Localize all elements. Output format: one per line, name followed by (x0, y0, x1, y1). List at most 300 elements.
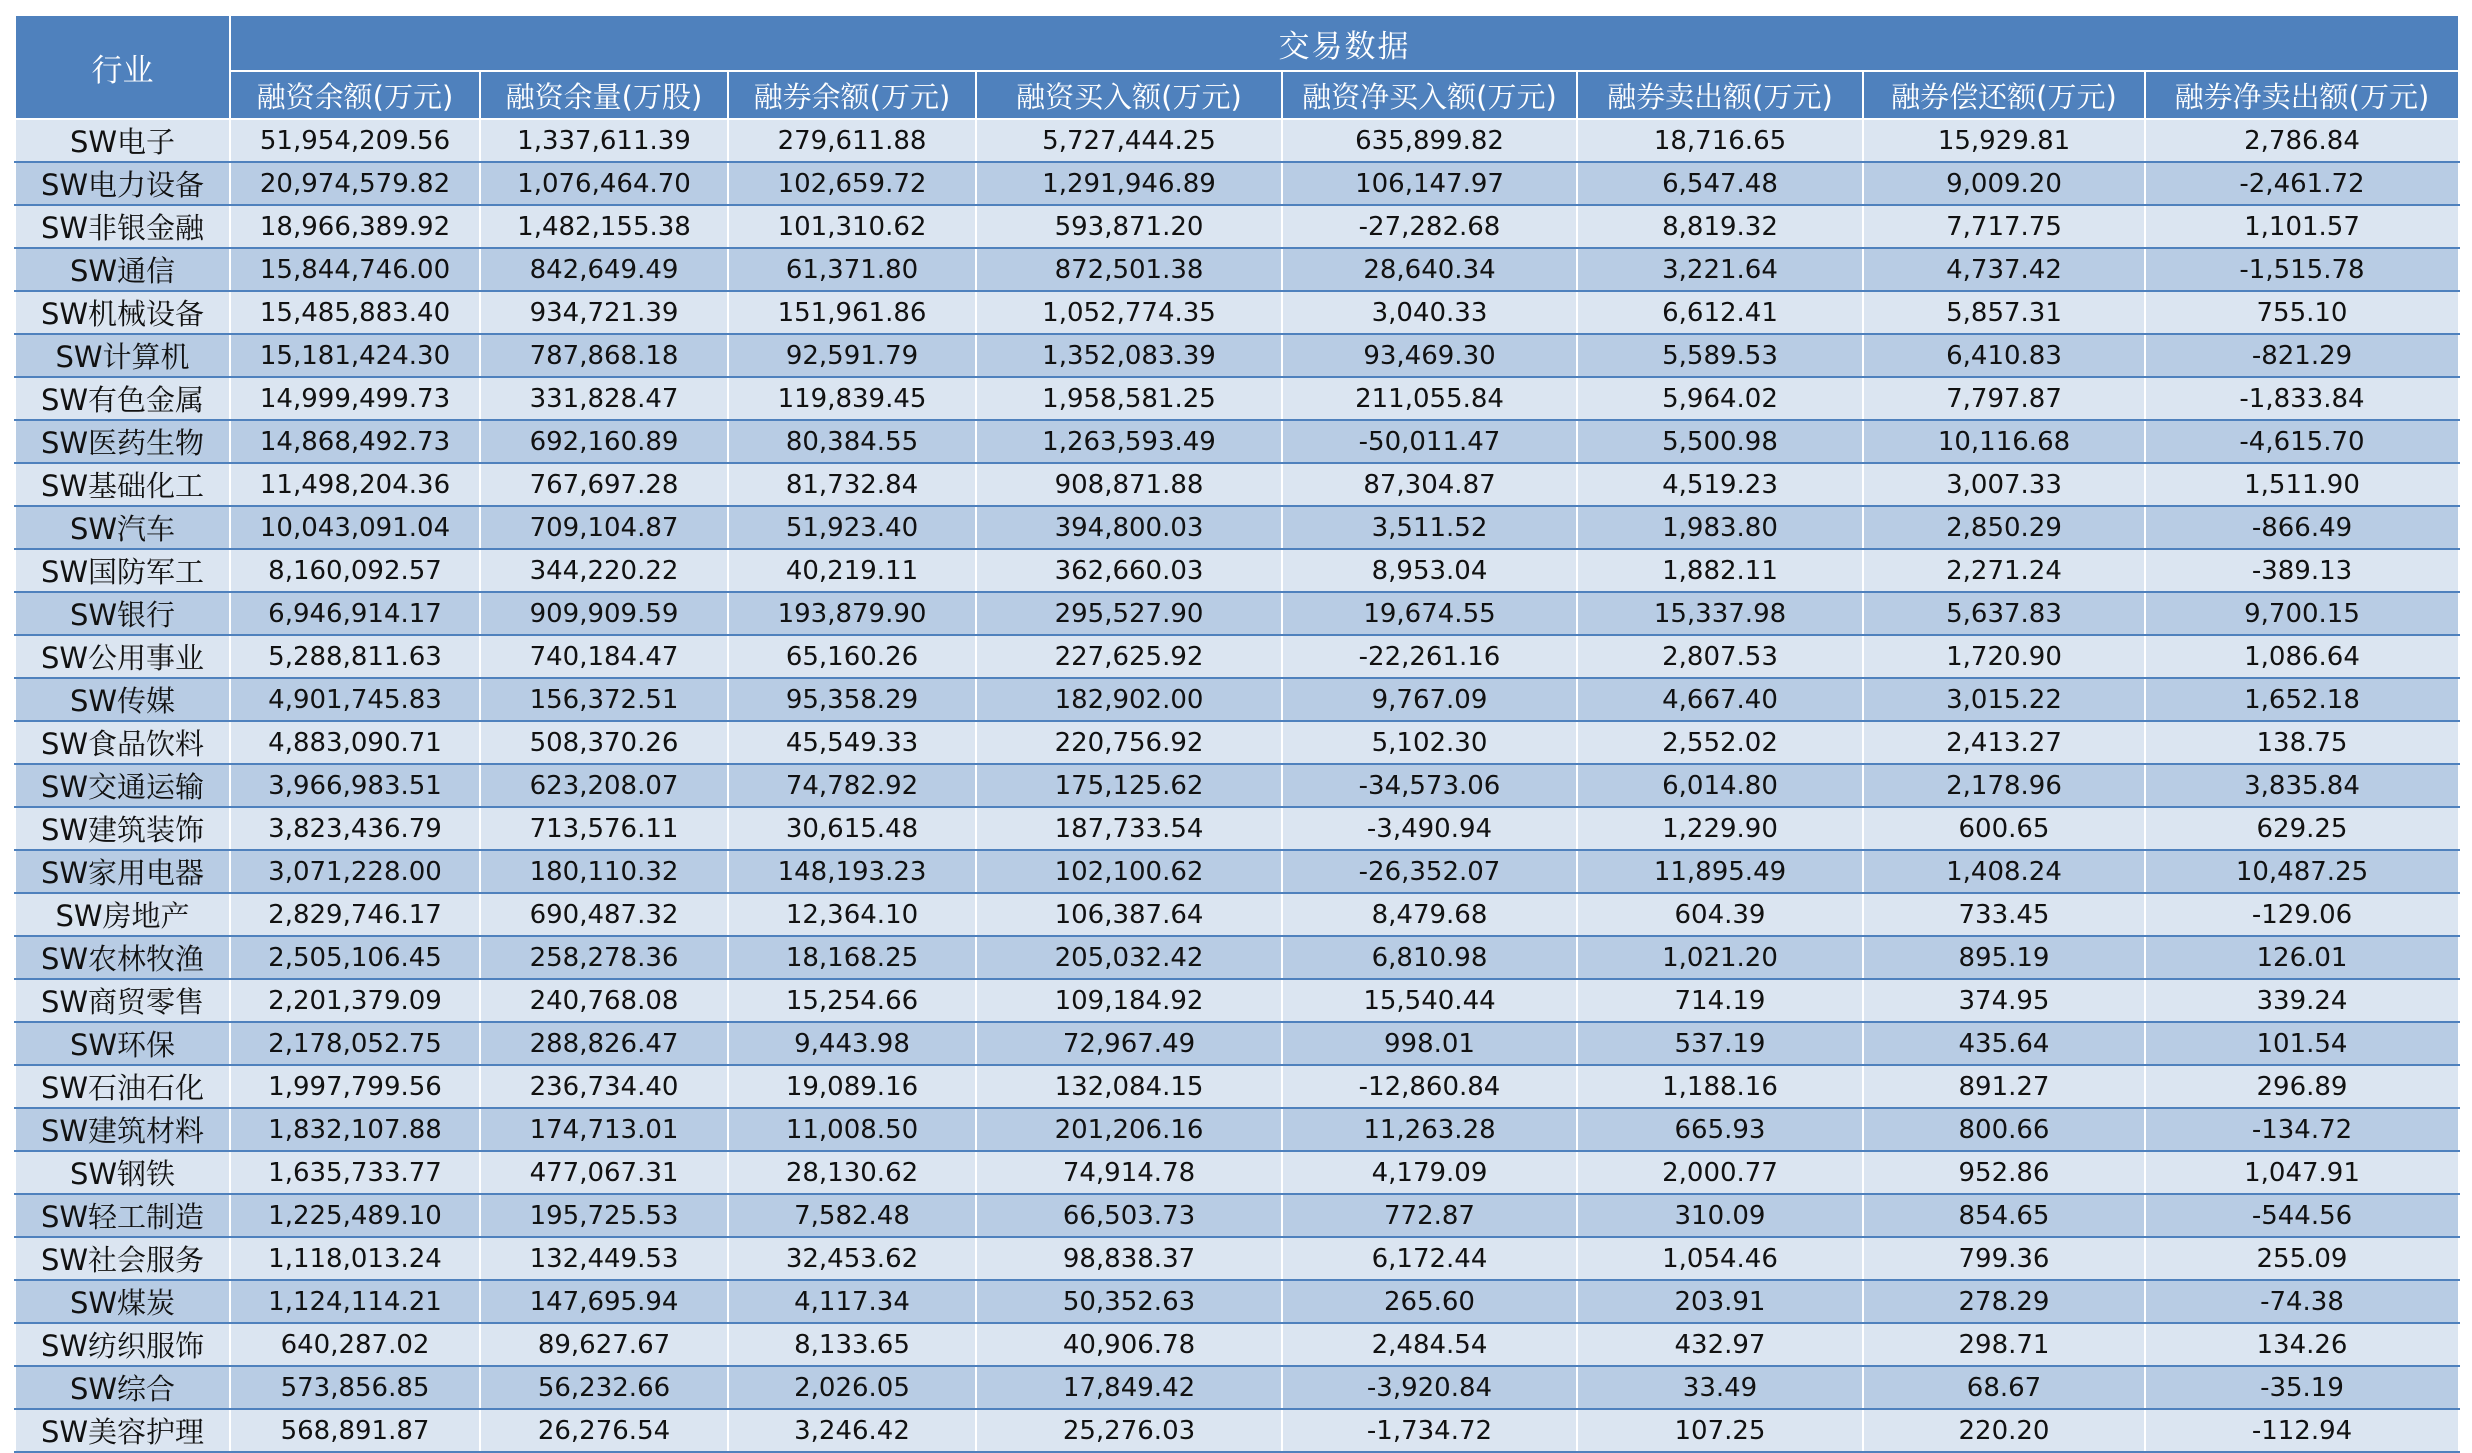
table-row (15, 893, 2459, 936)
table-cell: 3,966,983.51 (230, 764, 480, 807)
table-cell: 295,527.90 (976, 592, 1282, 635)
table-cell: 14,999,499.73 (230, 377, 480, 420)
table-cell: 9,767.09 (1282, 678, 1577, 721)
table-cell: 3,007.33 (1863, 463, 2145, 506)
table-cell: 5,727,444.25 (976, 119, 1282, 162)
table-cell: 331,828.47 (480, 377, 728, 420)
column-header: 融资余额(万元) (230, 71, 480, 119)
table-cell: -129.06 (2145, 893, 2459, 936)
table-cell: 12,364.10 (728, 893, 976, 936)
table-cell: 147,695.94 (480, 1280, 728, 1323)
table-cell: 1,337,611.39 (480, 119, 728, 162)
table-cell: 1,225,489.10 (230, 1194, 480, 1237)
table-cell: 872,501.38 (976, 248, 1282, 291)
table-cell: 4,179.09 (1282, 1151, 1577, 1194)
table-cell: 1,086.64 (2145, 635, 2459, 678)
table-cell: 1,021.20 (1577, 936, 1863, 979)
table-cell: 6,612.41 (1577, 291, 1863, 334)
table-cell: 1,188.16 (1577, 1065, 1863, 1108)
table-cell: 7,582.48 (728, 1194, 976, 1237)
table-cell: 2,271.24 (1863, 549, 2145, 592)
table-cell: 15,929.81 (1863, 119, 2145, 162)
table-cell: 3,835.84 (2145, 764, 2459, 807)
table-cell: 4,667.40 (1577, 678, 1863, 721)
table-cell: 1,635,733.77 (230, 1151, 480, 1194)
industry-name-cell: SW社会服务 (15, 1237, 230, 1280)
table-cell: 15,337.98 (1577, 592, 1863, 635)
table-cell: -2,461.72 (2145, 162, 2459, 205)
table-cell: 15,844,746.00 (230, 248, 480, 291)
industry-name-cell: SW基础化工 (15, 463, 230, 506)
table-cell: 193,879.90 (728, 592, 976, 635)
industry-name-cell: SW综合 (15, 1366, 230, 1409)
table-cell: 279,611.88 (728, 119, 976, 162)
table-row (15, 506, 2459, 549)
table-cell: 665.93 (1577, 1108, 1863, 1151)
table-row (15, 1151, 2459, 1194)
table-cell: 593,871.20 (976, 205, 1282, 248)
table-cell: 1,983.80 (1577, 506, 1863, 549)
table-cell: 1,832,107.88 (230, 1108, 480, 1151)
industry-name-cell: SW银行 (15, 592, 230, 635)
table-cell: 258,278.36 (480, 936, 728, 979)
table-cell: 296.89 (2145, 1065, 2459, 1108)
table-cell: 265.60 (1282, 1280, 1577, 1323)
table-row (15, 463, 2459, 506)
table-cell: 80,384.55 (728, 420, 976, 463)
table-cell: 3,823,436.79 (230, 807, 480, 850)
table-cell: 600.65 (1863, 807, 2145, 850)
table-cell: 908,871.88 (976, 463, 1282, 506)
table-cell: 65,160.26 (728, 635, 976, 678)
table-cell: 934,721.39 (480, 291, 728, 334)
table-cell: 733.45 (1863, 893, 2145, 936)
table-cell: 1,229.90 (1577, 807, 1863, 850)
table-cell: -1,515.78 (2145, 248, 2459, 291)
table-cell: -112.94 (2145, 1409, 2459, 1452)
table-cell: 182,902.00 (976, 678, 1282, 721)
table-cell: 4,901,745.83 (230, 678, 480, 721)
table-cell: 56,232.66 (480, 1366, 728, 1409)
table-cell: 19,674.55 (1282, 592, 1577, 635)
table-cell: 3,221.64 (1577, 248, 1863, 291)
table-cell: 1,118,013.24 (230, 1237, 480, 1280)
table-cell: 15,254.66 (728, 979, 976, 1022)
table-row (15, 979, 2459, 1022)
industry-name-cell: SW纺织服饰 (15, 1323, 230, 1366)
table-row (15, 334, 2459, 377)
table-cell: 374.95 (1863, 979, 2145, 1022)
industry-name-cell: SW家用电器 (15, 850, 230, 893)
table-cell: 5,500.98 (1577, 420, 1863, 463)
table-cell: 211,055.84 (1282, 377, 1577, 420)
table-cell: 14,868,492.73 (230, 420, 480, 463)
table-cell: 89,627.67 (480, 1323, 728, 1366)
table-cell: 477,067.31 (480, 1151, 728, 1194)
column-header: 融券余额(万元) (728, 71, 976, 119)
table-cell: 909,909.59 (480, 592, 728, 635)
table-cell: 6,014.80 (1577, 764, 1863, 807)
table-cell: 18,966,389.92 (230, 205, 480, 248)
table-cell: -3,920.84 (1282, 1366, 1577, 1409)
table-cell: 101.54 (2145, 1022, 2459, 1065)
industry-name-cell: SW交通运输 (15, 764, 230, 807)
table-cell: 187,733.54 (976, 807, 1282, 850)
table-cell: 4,519.23 (1577, 463, 1863, 506)
margin-trading-table (14, 14, 2460, 1453)
industry-name-cell: SW钢铁 (15, 1151, 230, 1194)
table-cell: -27,282.68 (1282, 205, 1577, 248)
table-cell: 109,184.92 (976, 979, 1282, 1022)
table-cell: 5,288,811.63 (230, 635, 480, 678)
table-row (15, 1194, 2459, 1237)
table-cell: 1,052,774.35 (976, 291, 1282, 334)
table-cell: 573,856.85 (230, 1366, 480, 1409)
table-cell: -74.38 (2145, 1280, 2459, 1323)
table-cell: -1,833.84 (2145, 377, 2459, 420)
table-cell: 629.25 (2145, 807, 2459, 850)
table-cell: 51,954,209.56 (230, 119, 480, 162)
industry-name-cell: SW有色金属 (15, 377, 230, 420)
industry-name-cell: SW计算机 (15, 334, 230, 377)
industry-header: 行业 (15, 15, 230, 119)
table-cell: 800.66 (1863, 1108, 2145, 1151)
table-cell: -3,490.94 (1282, 807, 1577, 850)
industry-name-cell: SW建筑材料 (15, 1108, 230, 1151)
table-cell: 1,997,799.56 (230, 1065, 480, 1108)
table-cell: 203.91 (1577, 1280, 1863, 1323)
table-cell: 537.19 (1577, 1022, 1863, 1065)
margin-trading-table-container (14, 14, 2458, 1453)
industry-name-cell: SW农林牧渔 (15, 936, 230, 979)
column-header: 融券卖出额(万元) (1577, 71, 1863, 119)
table-cell: 227,625.92 (976, 635, 1282, 678)
table-cell: 19,089.16 (728, 1065, 976, 1108)
table-cell: -1,734.72 (1282, 1409, 1577, 1452)
table-row (15, 936, 2459, 979)
table-cell: 10,043,091.04 (230, 506, 480, 549)
table-cell: -35.19 (2145, 1366, 2459, 1409)
table-cell: 220.20 (1863, 1409, 2145, 1452)
table-row (15, 635, 2459, 678)
table-cell: 174,713.01 (480, 1108, 728, 1151)
table-cell: 3,246.42 (728, 1409, 976, 1452)
table-cell: 4,117.34 (728, 1280, 976, 1323)
table-cell: 1,408.24 (1863, 850, 2145, 893)
table-cell: 6,172.44 (1282, 1237, 1577, 1280)
table-cell: 1,720.90 (1863, 635, 2145, 678)
table-cell: 278.29 (1863, 1280, 2145, 1323)
table-cell: 11,895.49 (1577, 850, 1863, 893)
table-cell: 1,054.46 (1577, 1237, 1863, 1280)
table-cell: 5,964.02 (1577, 377, 1863, 420)
table-cell: 205,032.42 (976, 936, 1282, 979)
table-cell: 98,838.37 (976, 1237, 1282, 1280)
table-cell: 1,482,155.38 (480, 205, 728, 248)
table-cell: 692,160.89 (480, 420, 728, 463)
table-cell: 9,009.20 (1863, 162, 2145, 205)
table-row (15, 1366, 2459, 1409)
table-cell: 1,652.18 (2145, 678, 2459, 721)
table-cell: 101,310.62 (728, 205, 976, 248)
table-cell: 998.01 (1282, 1022, 1577, 1065)
table-cell: 6,547.48 (1577, 162, 1863, 205)
table-cell: 5,857.31 (1863, 291, 2145, 334)
table-cell: 156,372.51 (480, 678, 728, 721)
table-cell: 1,047.91 (2145, 1151, 2459, 1194)
table-cell: 2,000.77 (1577, 1151, 1863, 1194)
table-cell: 119,839.45 (728, 377, 976, 420)
table-cell: 2,178.96 (1863, 764, 2145, 807)
table-cell: 195,725.53 (480, 1194, 728, 1237)
table-cell: 5,637.83 (1863, 592, 2145, 635)
table-cell: 2,484.54 (1282, 1323, 1577, 1366)
table-cell: 51,923.40 (728, 506, 976, 549)
industry-name-cell: SW机械设备 (15, 291, 230, 334)
table-row (15, 1237, 2459, 1280)
table-row (15, 162, 2459, 205)
table-cell: 7,717.75 (1863, 205, 2145, 248)
table-cell: 132,084.15 (976, 1065, 1282, 1108)
table-cell: 772.87 (1282, 1194, 1577, 1237)
table-row (15, 1409, 2459, 1452)
column-header: 融资净买入额(万元) (1282, 71, 1577, 119)
table-row (15, 1022, 2459, 1065)
table-cell: 132,449.53 (480, 1237, 728, 1280)
table-cell: 9,700.15 (2145, 592, 2459, 635)
table-cell: 74,782.92 (728, 764, 976, 807)
table-cell: 713,576.11 (480, 807, 728, 850)
table-cell: 4,737.42 (1863, 248, 2145, 291)
table-cell: 2,850.29 (1863, 506, 2145, 549)
table-row (15, 377, 2459, 420)
table-cell: 11,263.28 (1282, 1108, 1577, 1151)
table-cell: 2,829,746.17 (230, 893, 480, 936)
table-cell: -389.13 (2145, 549, 2459, 592)
table-row (15, 1108, 2459, 1151)
table-cell: -22,261.16 (1282, 635, 1577, 678)
table-cell: 1,511.90 (2145, 463, 2459, 506)
table-row (15, 549, 2459, 592)
table-cell: 26,276.54 (480, 1409, 728, 1452)
table-cell: 767,697.28 (480, 463, 728, 506)
table-cell: 255.09 (2145, 1237, 2459, 1280)
table-cell: 175,125.62 (976, 764, 1282, 807)
table-row (15, 592, 2459, 635)
table-cell: 32,453.62 (728, 1237, 976, 1280)
industry-name-cell: SW环保 (15, 1022, 230, 1065)
table-cell: 1,352,083.39 (976, 334, 1282, 377)
table-cell: 15,540.44 (1282, 979, 1577, 1022)
table-cell: 18,168.25 (728, 936, 976, 979)
industry-name-cell: SW传媒 (15, 678, 230, 721)
table-cell: 394,800.03 (976, 506, 1282, 549)
industry-name-cell: SW房地产 (15, 893, 230, 936)
table-cell: 74,914.78 (976, 1151, 1282, 1194)
table-cell: 635,899.82 (1282, 119, 1577, 162)
table-cell: 2,807.53 (1577, 635, 1863, 678)
table-row (15, 119, 2459, 162)
table-row (15, 850, 2459, 893)
table-cell: 102,100.62 (976, 850, 1282, 893)
table-header (15, 15, 2459, 119)
table-cell: 7,797.87 (1863, 377, 2145, 420)
table-cell: 288,826.47 (480, 1022, 728, 1065)
table-cell: 1,882.11 (1577, 549, 1863, 592)
table-cell: 8,160,092.57 (230, 549, 480, 592)
table-row (15, 1280, 2459, 1323)
table-cell: 102,659.72 (728, 162, 976, 205)
table-cell: 799.36 (1863, 1237, 2145, 1280)
table-cell: 895.19 (1863, 936, 2145, 979)
table-cell: 2,505,106.45 (230, 936, 480, 979)
table-cell: 298.71 (1863, 1323, 2145, 1366)
table-cell: 2,201,379.09 (230, 979, 480, 1022)
table-cell: 755.10 (2145, 291, 2459, 334)
table-cell: 604.39 (1577, 893, 1863, 936)
industry-name-cell: SW轻工制造 (15, 1194, 230, 1237)
table-cell: -544.56 (2145, 1194, 2459, 1237)
industry-name-cell: SW公用事业 (15, 635, 230, 678)
table-row (15, 764, 2459, 807)
table-cell: -821.29 (2145, 334, 2459, 377)
column-header: 融资余量(万股) (480, 71, 728, 119)
trading-data-group-header: 交易数据 (230, 15, 2459, 71)
table-cell: 891.27 (1863, 1065, 2145, 1108)
table-cell: 240,768.08 (480, 979, 728, 1022)
industry-name-cell: SW商贸零售 (15, 979, 230, 1022)
table-cell: 1,101.57 (2145, 205, 2459, 248)
table-cell: -50,011.47 (1282, 420, 1577, 463)
table-cell: 72,967.49 (976, 1022, 1282, 1065)
table-cell: 87,304.87 (1282, 463, 1577, 506)
table-cell: 25,276.03 (976, 1409, 1282, 1452)
table-cell: 3,071,228.00 (230, 850, 480, 893)
table-cell: 126.01 (2145, 936, 2459, 979)
table-cell: 5,102.30 (1282, 721, 1577, 764)
table-cell: 8,953.04 (1282, 549, 1577, 592)
table-body (15, 119, 2459, 1452)
table-cell: 15,485,883.40 (230, 291, 480, 334)
table-cell: 640,287.02 (230, 1323, 480, 1366)
table-cell: 20,974,579.82 (230, 162, 480, 205)
table-cell: 339.24 (2145, 979, 2459, 1022)
table-cell: 50,352.63 (976, 1280, 1282, 1323)
table-cell: 3,015.22 (1863, 678, 2145, 721)
table-row (15, 291, 2459, 334)
table-cell: 33.49 (1577, 1366, 1863, 1409)
industry-name-cell: SW食品饮料 (15, 721, 230, 764)
table-cell: -34,573.06 (1282, 764, 1577, 807)
table-cell: 11,498,204.36 (230, 463, 480, 506)
table-cell: 61,371.80 (728, 248, 976, 291)
table-row (15, 721, 2459, 764)
table-cell: 8,479.68 (1282, 893, 1577, 936)
table-cell: 5,589.53 (1577, 334, 1863, 377)
table-cell: 180,110.32 (480, 850, 728, 893)
table-cell: 9,443.98 (728, 1022, 976, 1065)
table-cell: 81,732.84 (728, 463, 976, 506)
table-cell: 220,756.92 (976, 721, 1282, 764)
table-cell: 92,591.79 (728, 334, 976, 377)
table-cell: 432.97 (1577, 1323, 1863, 1366)
industry-name-cell: SW建筑装饰 (15, 807, 230, 850)
table-cell: 310.09 (1577, 1194, 1863, 1237)
table-cell: 3,040.33 (1282, 291, 1577, 334)
table-cell: 2,178,052.75 (230, 1022, 480, 1065)
table-cell: 1,291,946.89 (976, 162, 1282, 205)
table-cell: 8,133.65 (728, 1323, 976, 1366)
table-cell: 6,810.98 (1282, 936, 1577, 979)
table-cell: 15,181,424.30 (230, 334, 480, 377)
table-cell: 138.75 (2145, 721, 2459, 764)
table-cell: -12,860.84 (1282, 1065, 1577, 1108)
column-header-row (15, 71, 2459, 119)
industry-name-cell: SW汽车 (15, 506, 230, 549)
industry-name-cell: SW非银金融 (15, 205, 230, 248)
table-cell: 10,487.25 (2145, 850, 2459, 893)
table-cell: 30,615.48 (728, 807, 976, 850)
industry-name-cell: SW电力设备 (15, 162, 230, 205)
table-cell: 236,734.40 (480, 1065, 728, 1108)
table-cell: 10,116.68 (1863, 420, 2145, 463)
table-cell: 45,549.33 (728, 721, 976, 764)
table-cell: 4,883,090.71 (230, 721, 480, 764)
table-cell: 28,130.62 (728, 1151, 976, 1194)
table-cell: 93,469.30 (1282, 334, 1577, 377)
industry-name-cell: SW国防军工 (15, 549, 230, 592)
industry-name-cell: SW美容护理 (15, 1409, 230, 1452)
column-header: 融券偿还额(万元) (1863, 71, 2145, 119)
table-cell: -866.49 (2145, 506, 2459, 549)
table-cell: 148,193.23 (728, 850, 976, 893)
table-cell: 952.86 (1863, 1151, 2145, 1194)
table-cell: 134.26 (2145, 1323, 2459, 1366)
table-cell: -4,615.70 (2145, 420, 2459, 463)
industry-name-cell: SW石油石化 (15, 1065, 230, 1108)
table-cell: 66,503.73 (976, 1194, 1282, 1237)
table-cell: 17,849.42 (976, 1366, 1282, 1409)
table-cell: 106,387.64 (976, 893, 1282, 936)
table-row (15, 1065, 2459, 1108)
table-cell: 8,819.32 (1577, 205, 1863, 248)
table-cell: 18,716.65 (1577, 119, 1863, 162)
table-row (15, 420, 2459, 463)
table-cell: 344,220.22 (480, 549, 728, 592)
table-row (15, 248, 2459, 291)
table-cell: 2,026.05 (728, 1366, 976, 1409)
table-cell: 2,413.27 (1863, 721, 2145, 764)
table-cell: 151,961.86 (728, 291, 976, 334)
table-cell: 787,868.18 (480, 334, 728, 377)
industry-name-cell: SW医药生物 (15, 420, 230, 463)
table-cell: 568,891.87 (230, 1409, 480, 1452)
table-cell: 842,649.49 (480, 248, 728, 291)
industry-name-cell: SW通信 (15, 248, 230, 291)
table-cell: 2,552.02 (1577, 721, 1863, 764)
table-cell: 709,104.87 (480, 506, 728, 549)
table-row (15, 205, 2459, 248)
table-cell: 95,358.29 (728, 678, 976, 721)
table-cell: 1,263,593.49 (976, 420, 1282, 463)
industry-name-cell: SW电子 (15, 119, 230, 162)
table-cell: 107.25 (1577, 1409, 1863, 1452)
table-cell: 508,370.26 (480, 721, 728, 764)
table-row (15, 807, 2459, 850)
table-cell: 6,410.83 (1863, 334, 2145, 377)
table-cell: -134.72 (2145, 1108, 2459, 1151)
table-cell: 362,660.03 (976, 549, 1282, 592)
